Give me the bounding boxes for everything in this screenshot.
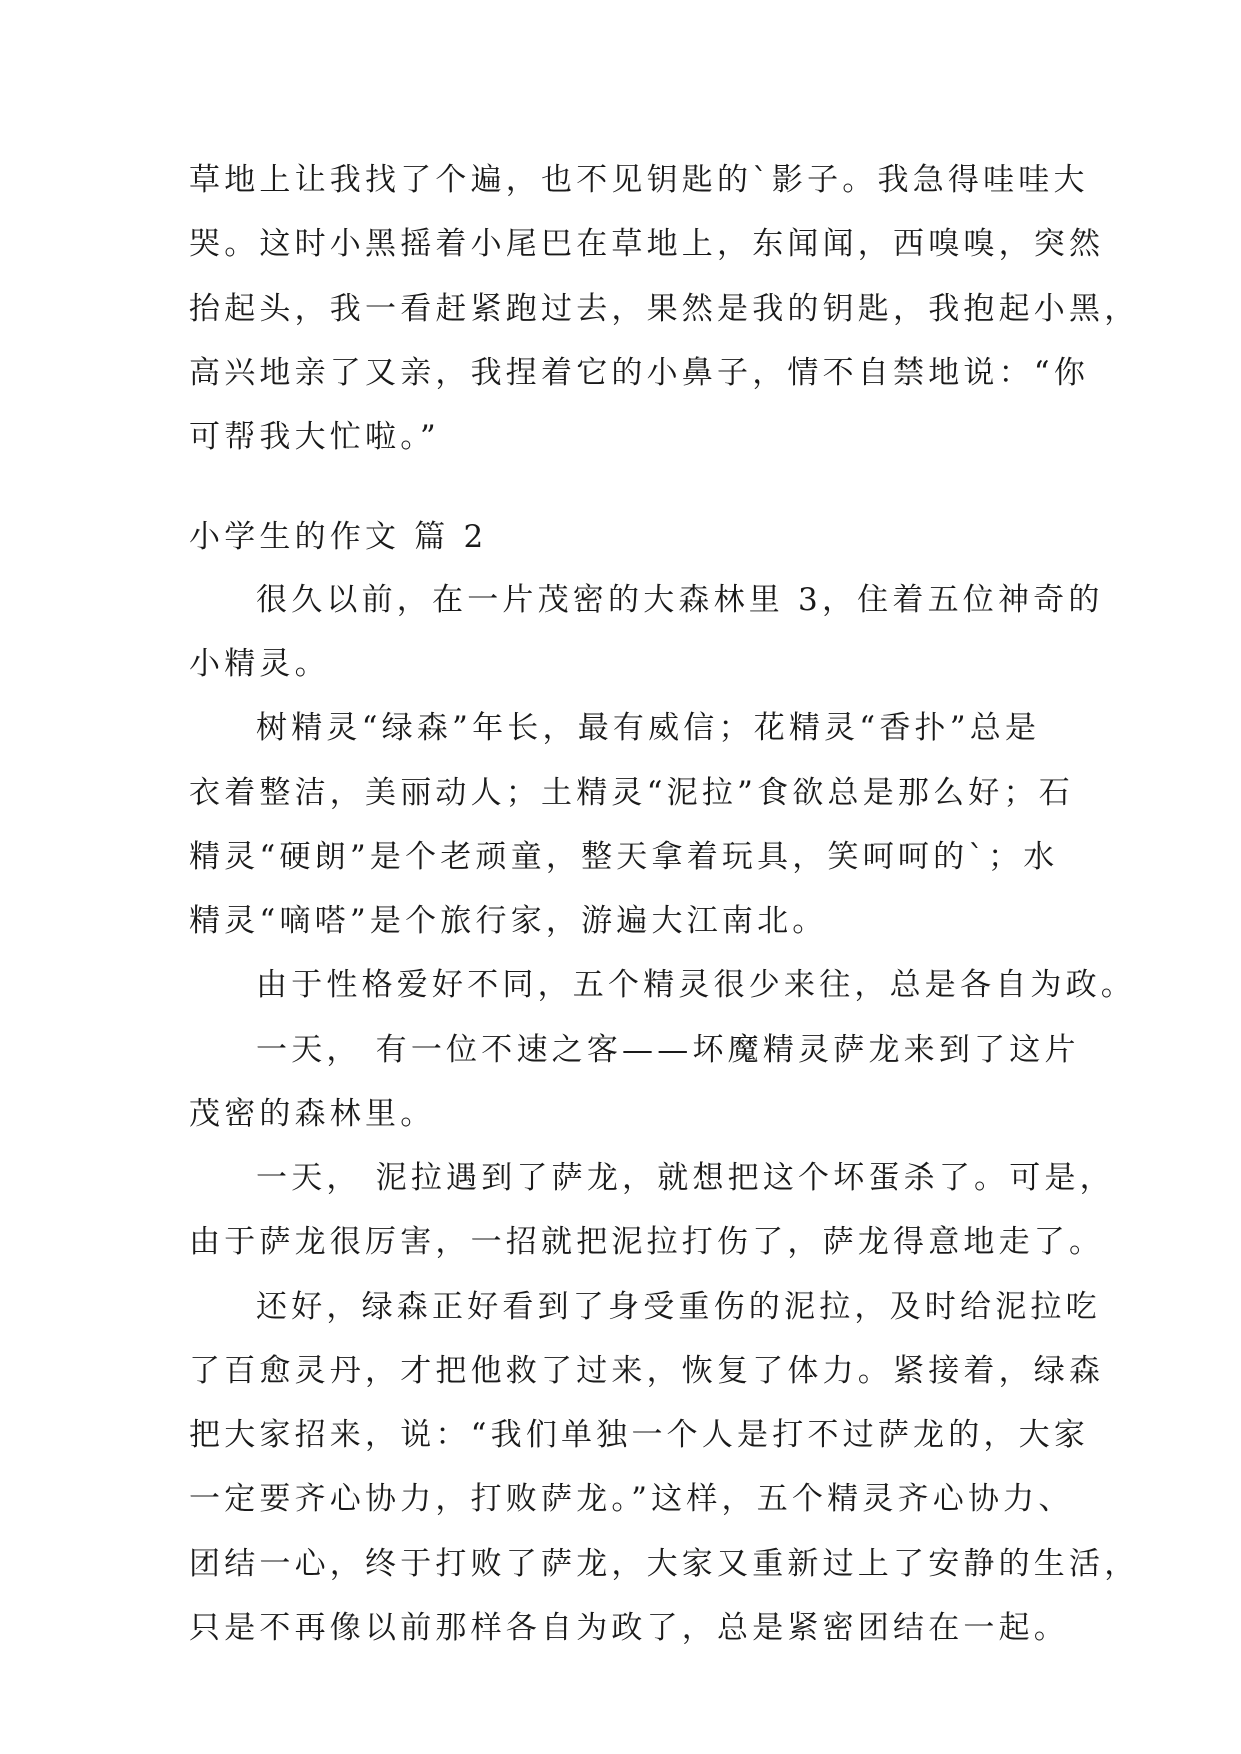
paragraph-line: 由于萨龙很厉害，一招就把泥拉打伤了，萨龙得意地走了。 (189, 1224, 1105, 1260)
paragraph-line: 一定要齐心协力，打败萨龙。”这样，五个精灵齐心协力、 (189, 1481, 1074, 1517)
paragraph-line: 草地上让我找了个遍，也不见钥匙的`影子。我急得哇哇大 (189, 162, 1089, 198)
paragraph-line: 高兴地亲了又亲，我捏着它的小鼻子，情不自禁地说：“你 (189, 355, 1090, 391)
paragraph-line: 一天， 有一位不速之客——坏魔精灵萨龙来到了这片 (256, 1032, 1080, 1068)
paragraph-line: 小精灵。 (189, 646, 330, 682)
paragraph-line: 抬起头，我一看赶紧跑过去，果然是我的钥匙，我抱起小黑， (189, 291, 1140, 327)
paragraph-line: 一天， 泥拉遇到了萨龙，就想把这个坏蛋杀了。可是， (256, 1160, 1115, 1196)
paragraph-line: 树精灵“绿森”年长，最有威信；花精灵“香扑”总是 (256, 710, 1041, 746)
section-heading: 小学生的作文 篇 2 (189, 519, 488, 555)
paragraph-line: 精灵“硬朗”是个老顽童，整天拿着玩具，笑呵呵的`；水 (189, 839, 1059, 875)
paragraph-line: 了百愈灵丹，才把他救了过来，恢复了体力。紧接着，绿森 (189, 1353, 1105, 1389)
paragraph-line: 精灵“嘀嗒”是个旅行家，游遍大江南北。 (189, 903, 828, 939)
paragraph-line: 团结一心，终于打败了萨龙，大家又重新过上了安静的生活， (189, 1546, 1140, 1582)
paragraph-line: 哭。这时小黑摇着小尾巴在草地上，东闻闻，西嗅嗅，突然 (189, 226, 1105, 262)
paragraph-line: 还好，绿森正好看到了身受重伤的泥拉，及时给泥拉吃 (256, 1289, 1101, 1325)
paragraph-line: 由于性格爱好不同，五个精灵很少来往，总是各自为政。 (256, 967, 1136, 1003)
paragraph-line: 可帮我大忙啦。” (189, 419, 440, 455)
paragraph-line: 把大家招来，说：“我们单独一个人是打不过萨龙的，大家 (189, 1417, 1090, 1453)
paragraph-line: 很久以前，在一片茂密的大森林里 3，住着五位神奇的 (256, 582, 1104, 618)
paragraph-line: 衣着整洁，美丽动人；土精灵“泥拉”食欲总是那么好；石 (189, 775, 1074, 811)
paragraph-line: 茂密的森林里。 (189, 1096, 436, 1132)
paragraph-line: 只是不再像以前那样各自为政了，总是紧密团结在一起。 (189, 1610, 1069, 1646)
